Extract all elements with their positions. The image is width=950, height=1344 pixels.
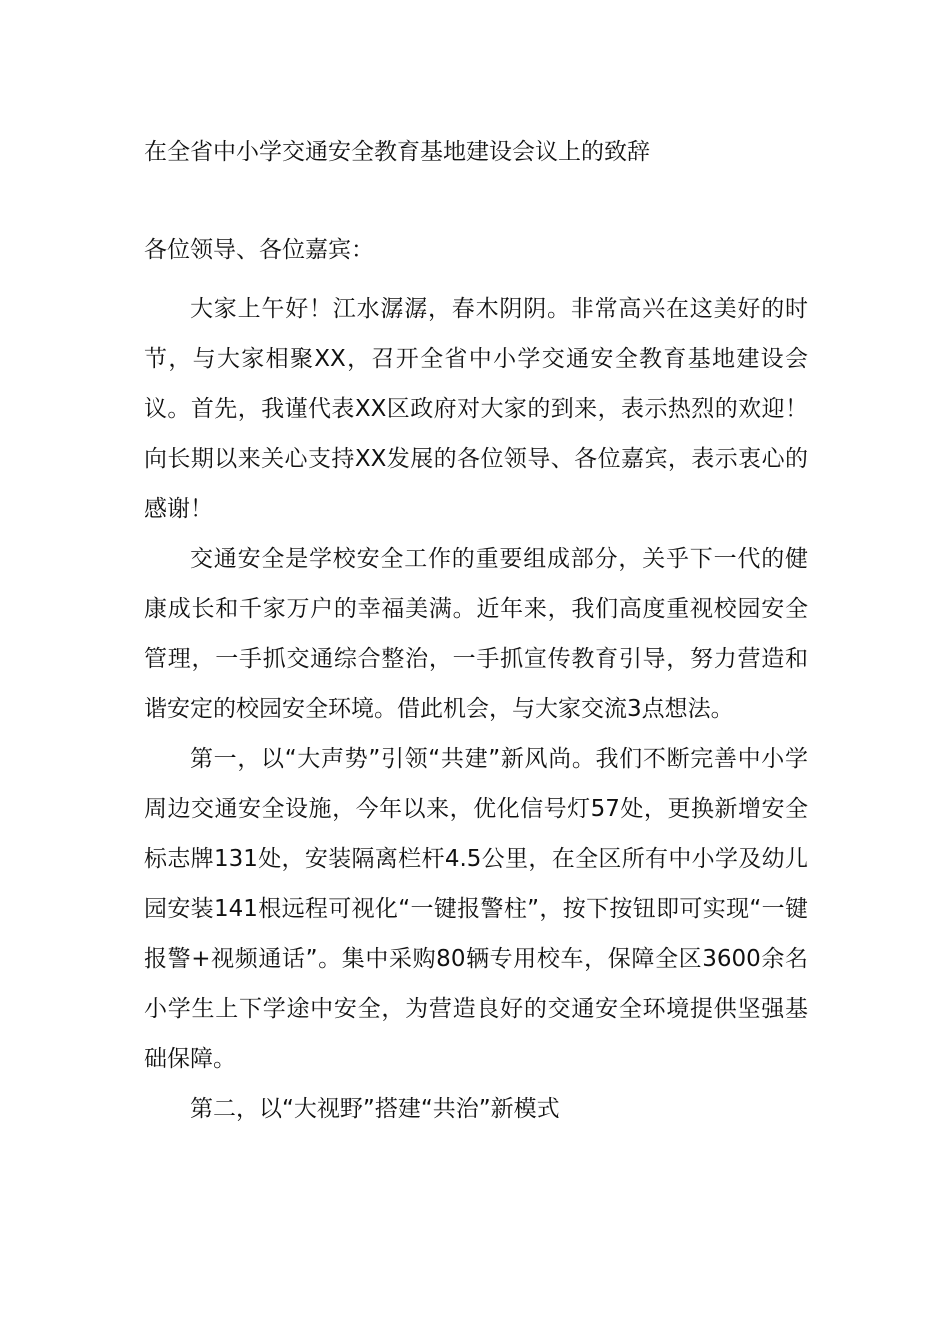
paragraph-point-two: 第二，以“大视野”搭建“共治”新模式 xyxy=(190,1096,560,1122)
paragraph-welcome: 大家上午好！江水潺潺，春木阴阴。非常高兴在这美好的时节，与大家相聚XX，召开全省中小学交通安全教育基地建设会议。首先，我谨代表XX区政府对大家的到来，表示热烈的欢迎！向长期以来关心支持XX发展的各位领导、各位嘉宾，表示衷心的感谢！ xyxy=(144,296,808,522)
salutation: 各位领导、各位嘉宾： xyxy=(144,237,374,263)
document-title: 在全省中小学交通安全教育基地建设会议上的致辞 xyxy=(144,139,650,165)
paragraph-overview: 交通安全是学校安全工作的重要组成部分，关乎下一代的健康成长和千家万户的幸福美满。近年来，我们高度重视校园安全管理，一手抓交通综合整治，一手抓宣传教育引导，努力营造和谐安定的校园安全环境。借此机会，与大家交流3点想法。 xyxy=(144,546,808,722)
paragraph-point-one: 第一，以“大声势”引领“共建”新风尚。我们不断完善中小学周边交通安全设施，今年以来，优化信号灯57处，更换新增安全标志牌131处，安装隔离栏杆4.5公里，在全区所有中小学及幼儿园安装141根远程可视化“一键报警柱”，按下按钮即可实现“一键报警+视频通话”。集中采购80辆专用校车，保障全区3600余名小学生上下学途中安全，为营造良好的交通安全环境提供坚强基础保障。 xyxy=(144,746,808,1072)
document-body xyxy=(144,284,808,1134)
